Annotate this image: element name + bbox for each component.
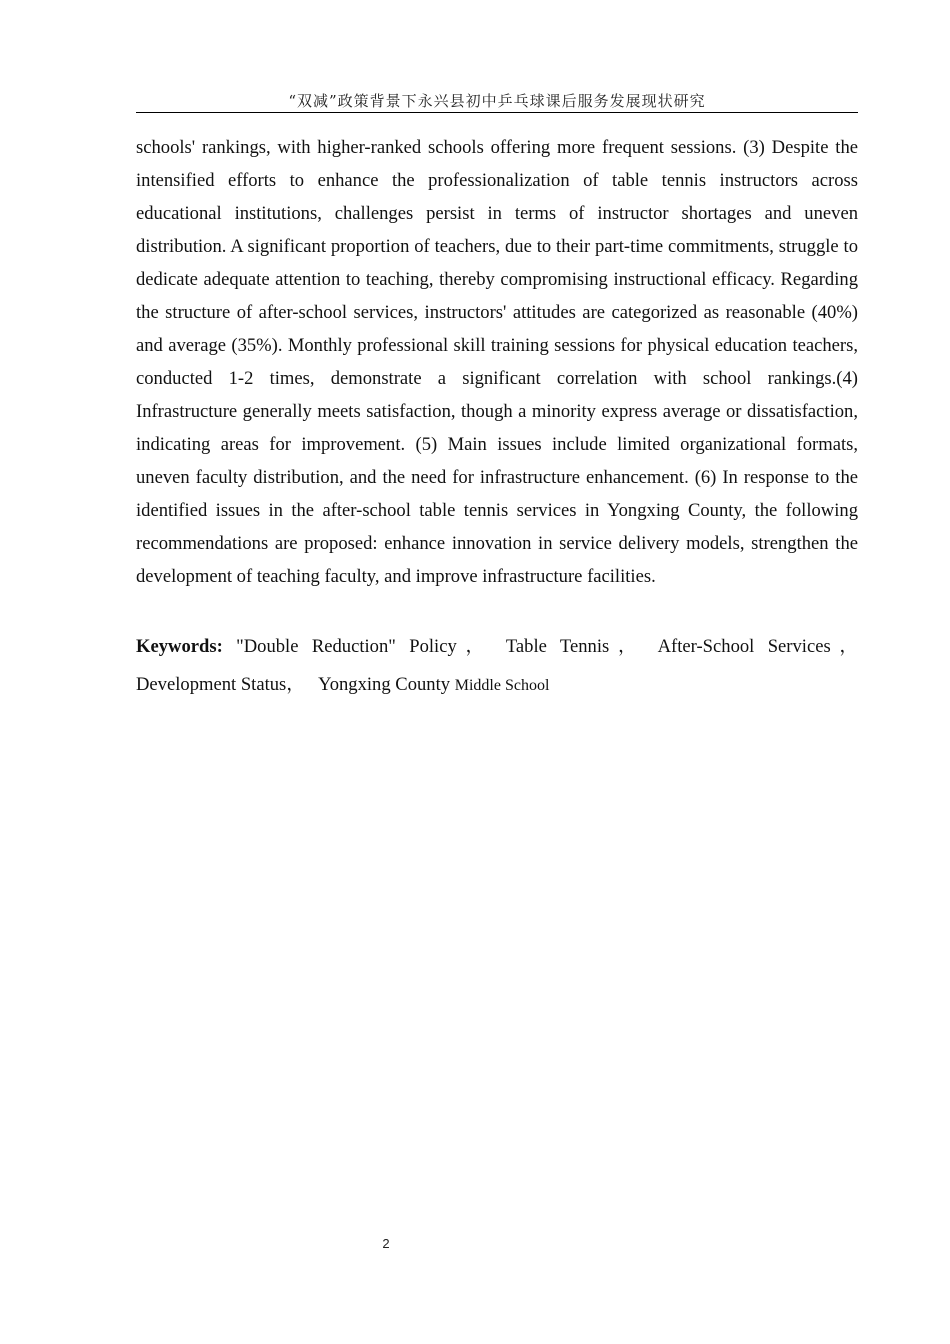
keyword-yongxing-county: Yongxing County bbox=[318, 674, 451, 695]
keyword-table-tennis: Table Tennis， bbox=[505, 636, 646, 657]
keywords-block bbox=[136, 628, 858, 705]
keyword-middle-school: Middle School bbox=[454, 677, 550, 694]
running-title: “双减”政策背景下永兴县初中乒乓球课后服务发展现状研究 bbox=[288, 92, 706, 110]
abstract-paragraph: schools' rankings, with higher-ranked schools offering more frequent sessions. (3) Despite the intensified efforts to enhance the professionalization of table tennis instructors across educational institutions, challenges persist in terms of instructor shortages and uneven distribution. A significant proportion of teachers, due to their part-time commitments, struggle to dedicate adequate attention to teaching, thereby compromising instructional efficacy. Regarding the structure of after-school services, instructors' attitudes are categorized as reasonable (40%) and average (35%). Monthly professional skill training sessions for physical education teachers, conducted 1-2 times, demonstrate a significant correlation with school rankings.(4) Infrastructure generally meets satisfaction, though a minority express average or dissatisfaction, indicating areas for improvement. (5) Main issues include limited organizational formats, uneven faculty distribution, and the need for infrastructure enhancement. (6) In response to the identified issues in the after-school table tennis services in Yongxing County, the following recommendations are proposed: enhance innovation in service delivery models, strengthen the development of teaching faculty, and improve infrastructure facilities. bbox=[136, 137, 858, 587]
page-number: 2 bbox=[382, 1236, 390, 1251]
keyword-development-status: Development Status， bbox=[136, 674, 305, 695]
keyword-double-reduction: "Double Reduction" Policy， bbox=[236, 636, 493, 657]
keywords-label: Keywords: bbox=[136, 636, 223, 657]
running-header bbox=[136, 91, 858, 113]
keyword-after-school-services: After-School Services， bbox=[657, 636, 859, 657]
